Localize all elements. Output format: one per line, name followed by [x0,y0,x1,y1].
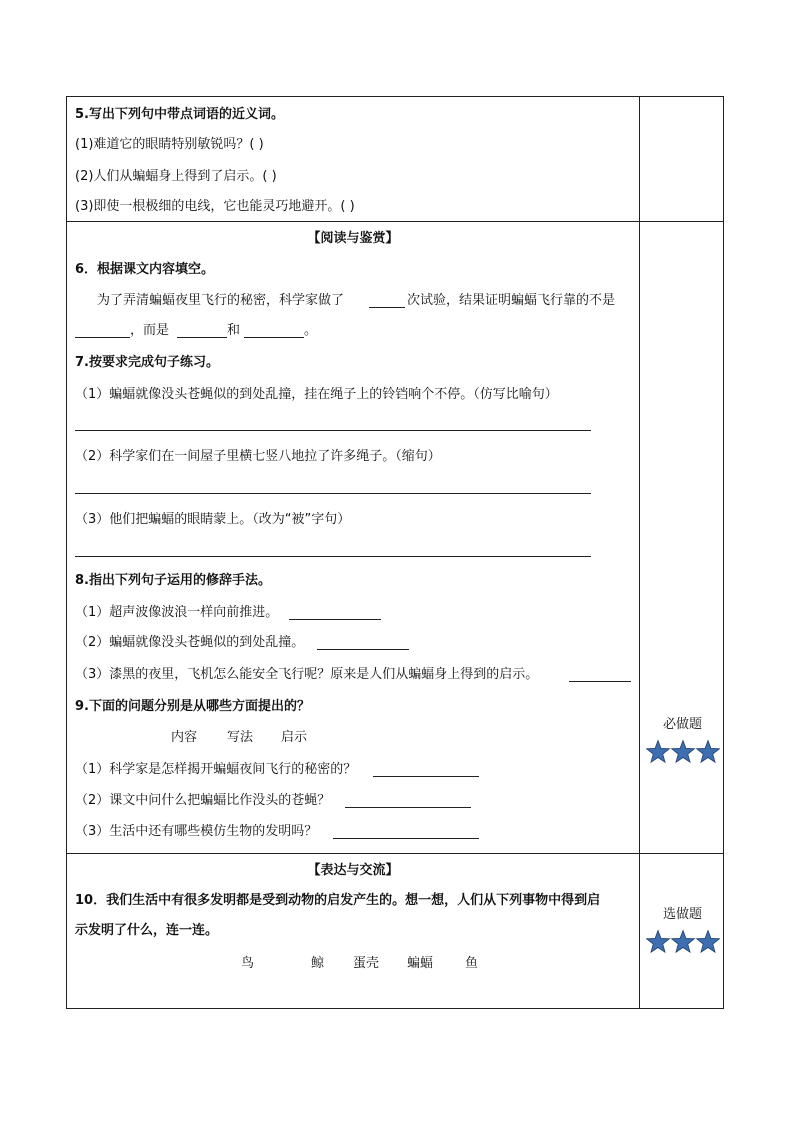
express-header: 【表达与交流】 [307,863,399,878]
q8-item-1: （1）超声波像波浪一样向前推进。 [75,605,279,620]
q6-blank-2[interactable] [75,337,130,338]
q7-title: 7.按要求完成句子练习。 [75,355,219,370]
q7-item-2: （2）科学家们在一间屋子里横七竖八地拉了许多绳子。（缩句） [75,449,441,464]
star-icon [696,931,719,953]
q8-blank-3[interactable] [569,681,631,682]
q9-blank-1[interactable] [373,776,479,777]
match-word-fish[interactable]: 鱼 [465,956,479,971]
q6-title: 6．根据课文内容填空。 [75,262,215,277]
q6-line2-part-a: ，而是 [130,323,170,338]
q6-line1-part-b: 次试验，结果证明蝙蝠飞行靠的不是 [407,293,616,308]
q7-answer-line-3[interactable] [75,556,591,557]
q5-item-2: (2)人们从蝙蝠身上得到了启示。( ) [75,169,277,184]
q9-title: 9.下面的问题分别是从哪些方面提出的？ [75,699,310,714]
q7-answer-line-1[interactable] [75,430,591,431]
q10-line-1: 10．我们生活中有很多发明都是受到动物的启发产生的。想一想，人们从下列事物中得到启 [75,893,601,908]
q6-blank-3[interactable] [177,337,227,338]
star-icon [671,741,694,763]
optional-label: 选做题 [662,907,702,922]
q9-option-writing: 写法 [227,730,254,745]
q7-answer-line-2[interactable] [75,493,591,494]
q5-title: 5.写出下列句中带点词语的近义词。 [75,107,284,122]
required-label: 必做题 [662,717,702,732]
q9-blank-2[interactable] [345,807,471,808]
q9-option-inspiration: 启示 [281,730,308,745]
q6-line1-part-a: 为了弄清蝙蝠夜里飞行的秘密，科学家做了 [97,293,345,308]
match-word-bat[interactable]: 蝙蝠 [407,956,434,971]
column-divider [639,97,640,1008]
required-stars [646,739,720,765]
q9-blank-3[interactable] [333,838,479,839]
q9-item-3: （3）生活中还有哪些模仿生物的发明吗？ [75,824,318,839]
q7-item-3: （3）他们把蝙蝠的眼睛蒙上。（改为“被”字句） [75,512,351,527]
optional-stars [646,929,720,955]
star-icon [696,741,719,763]
q5-item-3: (3)即使一根极细的电线，它也能灵巧地避开。( ) [75,199,355,214]
q6-blank-4[interactable] [244,337,304,338]
star-icon [646,741,669,763]
q8-item-2: （2）蝙蝠就像没头苍蝇似的到处乱撞。 [75,635,305,650]
required-marker [640,717,725,765]
q8-blank-1[interactable] [289,619,381,620]
q8-title: 8.指出下列句子运用的修辞手法。 [75,573,271,588]
match-word-eggshell[interactable]: 蛋壳 [353,956,380,971]
reading-header: 【阅读与鉴赏】 [307,231,399,246]
q9-item-1: （1）科学家是怎样揭开蝙蝠夜间飞行的秘密的？ [75,762,357,777]
match-word-whale[interactable]: 鲸 [311,956,325,971]
q8-item-3: （3）漆黑的夜里，飞机怎么能安全飞行呢？原来是人们从蝙蝠身上得到的启示。 [75,667,539,682]
row-divider-1 [67,221,723,222]
optional-marker [640,907,725,955]
star-icon [646,931,669,953]
q8-blank-2[interactable] [317,649,409,650]
q9-option-content: 内容 [171,730,198,745]
star-icon [671,931,694,953]
q9-item-2: （2）课文中问什么把蝙蝠比作没头的苍蝇？ [75,793,331,808]
worksheet-table [66,96,724,1009]
q6-blank-1[interactable] [369,307,405,308]
q6-line2-part-b: 和 [227,323,241,338]
q7-item-1: （1）蝙蝠就像没头苍蝇似的到处乱撞，挂在绳子上的铃铛响个不停。（仿写比喻句） [75,387,558,402]
q6-line2-part-c: 。 [304,323,318,338]
match-word-bird[interactable]: 鸟 [241,956,255,971]
q10-line-2: 示发明了什么，连一连。 [75,923,219,938]
q5-item-1: (1)难道它的眼睛特别敏锐吗？( ) [75,137,264,152]
row-divider-2 [67,853,723,854]
